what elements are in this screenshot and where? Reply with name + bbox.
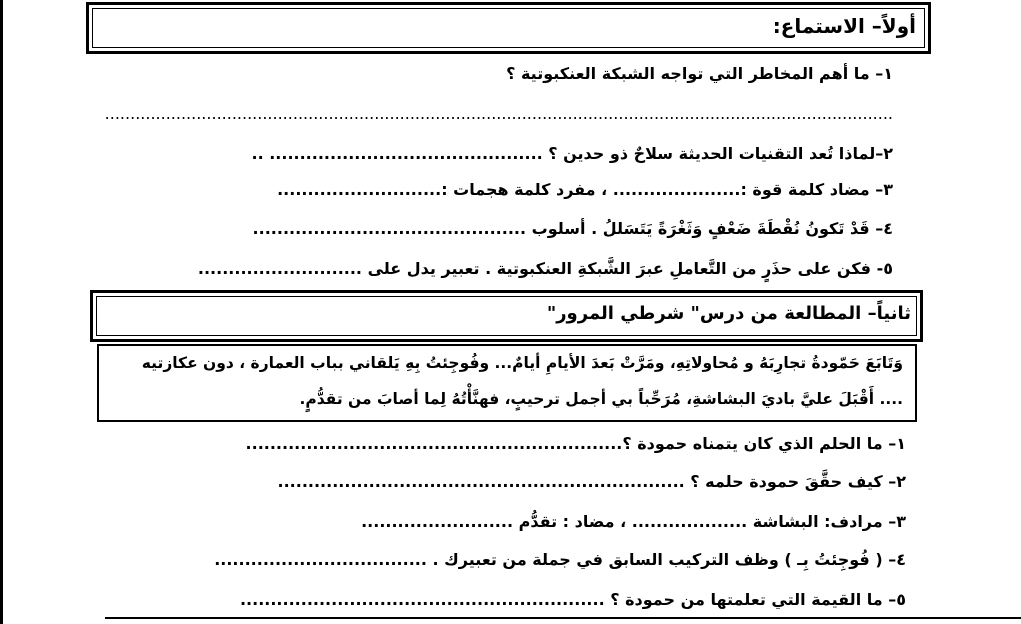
section1-question-1: ١– ما أهم المخاطر التي تواجه الشبكة العنكبوتية ؟: [506, 64, 893, 83]
section1-question-2: ٢–لماذا تُعد التقنيات الحديثة سلاحٌ ذو حدين ؟ ............................................. ..: [251, 144, 893, 163]
passage-line-1: وَتَابَعَ حَمّودةُ تجارِبَهُ و مُحاولاتِهِ، ومَرَّتْ بَعدَ الأيامِ أيامٌ... وفُوجِئتُ بِهِ يَلقاني بباب العمارة ، دون عكازتيه: [141, 354, 903, 372]
section2-question-1: ١– ما الحلم الذي كان يتمناه حمودة ؟..............................................................: [245, 434, 906, 453]
section1-answer-line-1: ...........................................................................................................................................................: [104, 104, 893, 123]
section2-question-2: ٢– كيف حقَّقَ حمودة حلمه ؟ ...................................................................: [277, 472, 906, 491]
left-margin-line: [0, 0, 3, 624]
section2-question-3: ٣– مرادف: البشاشة ................... ، مضاد : تقدُّم .........................: [361, 512, 906, 531]
section1-question-5: ٥- فكن على حذَرٍ من التَّعاملِ عبرَ الشَّبكةِ العنكبوتية . تعبير يدل على ...........................: [197, 259, 893, 278]
passage-box: [97, 344, 917, 422]
section2-question-5: ٥– ما القيمة التي تعلمتها من حمودة ؟ ............................................................: [239, 590, 906, 609]
section2-question-4: ٤– ( فُوجِئتُ بِـ ) وظف التركيب السابق في جملة من تعبيرك . ...................................: [214, 550, 906, 569]
section1-title: أولاً– الاستماع:: [772, 14, 916, 38]
section2-title: ثانياً– المطالعة من درس" شرطي المرور": [546, 303, 911, 324]
section1-question-4: ٤– قَدْ تَكونُ نُقْطَةَ ضَعْفٍ وَثَغْرَةً يَتَسَللُ . أسلوب .............................................: [252, 219, 893, 238]
section1-question-3: ٣– مضاد كلمة قوة :..................... ، مفرد كلمة هجمات :...........................: [277, 180, 893, 199]
passage-line-2: .... أَقْبَلَ عليَّ باديَ البشاشةِ، مُرَحِّباً بي أجمل ترحيبٍ، فهنَّأْتُهُ لِما أصابَ من تقدُّمٍ.: [299, 390, 903, 408]
bottom-rule: [105, 617, 1021, 619]
